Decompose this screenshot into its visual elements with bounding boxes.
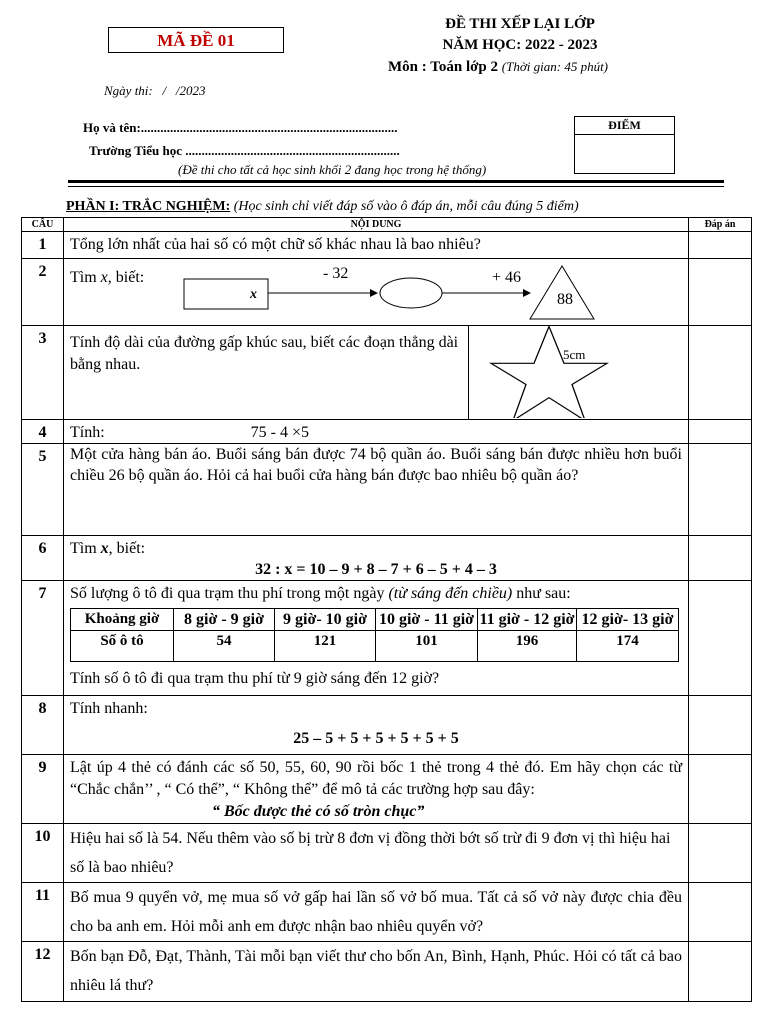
question-number: 2 [22,259,64,326]
q2-oval [380,278,442,308]
question-row-5 [22,444,752,536]
exam-date: Ngày thi: / /2023 [104,83,206,98]
question-row-8 [22,696,752,755]
q2-result: 88 [557,291,573,308]
question-row-7 [22,581,752,696]
part1-instruction: (Học sinh chỉ viết đáp số vào ô đáp án, mỗi câu đúng 5 điểm) [233,199,579,214]
question-number: 1 [22,232,64,259]
question-4-content [64,420,689,444]
subject-line [388,59,688,76]
q7-intro-italic: (từ sáng đến chiều) [388,585,513,602]
question-number: 5 [22,444,64,536]
question-7-content [64,581,689,696]
q6-label [70,538,682,559]
q8-label: Tính nhanh: [70,700,148,717]
time-slot: 10 giờ - 11 giờ [376,609,478,631]
q7-intro-end: như sau: [516,585,571,602]
exam-note: (Đề thi cho tất cả học sinh khối 2 đang học trong hệ thống) [178,162,487,177]
traffic-header-row [71,609,679,631]
question-number: 11 [22,883,64,942]
time-slot: 12 giờ- 13 giờ [577,609,679,631]
q2-prefix: Tìm [70,269,97,286]
q4-expression: 75 - 4 ×5 [250,424,310,441]
question-row-1 [22,232,752,259]
q2-arrowhead-1 [370,289,378,297]
question-row-4 [22,420,752,444]
question-11-text: Bố mua 9 quyển vở, mẹ mua số vở gấp hai lần số vở bố mua. Tất cả số vở này được chia đều cho ba anh em. Hỏi mỗi anh em được nhận bao nhiêu quyển vở? [64,883,689,942]
exam-title: ĐỀ THI XẾP LẠI LỚP [445,16,595,32]
part1-title: PHẦN I: TRẮC NGHIỆM: [66,199,231,214]
question-number: 6 [22,536,64,581]
q2-box-label: x [250,287,257,302]
q8-expression: 25 – 5 + 5 + 5 + 5 + 5 + 5 [293,730,459,747]
q2-flow-diagram [180,263,600,323]
q7-question: Tính số ô tô đi qua trạm thu phí từ 9 giờ sáng đến 12 giờ? [70,670,440,687]
q7-intro-text: Số lượng ô tô đi qua trạm thu phí trong một ngày [70,585,385,602]
q9-case: “ Bốc được thẻ có số tròn chục” [212,803,425,820]
subject: Môn : Toán lớp 2 [388,59,499,75]
q6-suffix: , biết: [108,540,146,557]
time-slot: 11 giờ - 12 giờ [478,609,577,631]
q2-op2: + 46 [492,269,522,286]
question-number: 4 [22,420,64,444]
question-row-3 [22,326,752,420]
answer-cell-12[interactable] [689,942,752,1002]
q2-variable: x [100,269,108,286]
traffic-values-row [71,631,679,662]
school-name-line[interactable]: Trường Tiểu học .................................................................. [89,143,400,158]
q2-arrowhead-2 [523,289,531,297]
question-row-6 [22,536,752,581]
car-count: 174 [577,631,679,662]
question-number: 3 [22,326,64,420]
answer-cell-11[interactable] [689,883,752,942]
question-1-text: Tổng lớn nhất của hai số có một chữ số khác nhau là bao nhiêu? [64,232,689,259]
time-slot: 8 giờ - 9 giờ [174,609,275,631]
question-number: 7 [22,581,64,696]
question-number: 8 [22,696,64,755]
school-year: NĂM HỌC: 2022 - 2023 [442,37,598,53]
q2-suffix: , biết: [107,269,145,286]
answer-cell-3[interactable] [689,326,752,420]
question-2-label [70,267,144,288]
q7-intro [70,583,682,604]
score-label: ĐIỂM [575,117,674,135]
q4-label: Tính: [70,424,105,441]
question-row-10 [22,824,752,883]
question-3-content [64,326,689,420]
question-row-11 [22,883,752,942]
car-count: 101 [376,631,478,662]
answer-cell-5[interactable] [689,444,752,536]
exam-code-box: MÃ ĐỀ 01 [108,27,284,53]
q9-text: Lật úp 4 thẻ có đánh các số 50, 55, 60, 90 rồi bốc 1 thẻ trong 4 thẻ đó. Em hãy chọn các từ “Chắc chắn’’ , “ Có thể”, “ Không thể” để mô tả các trường hợp sau đây: [70,759,682,798]
question-5-text: Một cửa hàng bán áo. Buổi sáng bán được 74 bộ quần áo. Buổi sáng bán được nhiều hơn buổi chiều 26 bộ quần áo. Hỏi cả hai buổi cửa hàng bán được bao nhiêu bộ quần áo? [64,444,689,536]
col-header-answer: Đáp án [689,218,752,232]
time-slot: 9 giờ- 10 giờ [275,609,376,631]
q6-variable: x [100,540,109,557]
q6-expression: 32 : x = 10 – 9 + 8 – 7 + 6 – 5 + 4 – 3 [255,561,497,578]
car-count: 121 [275,631,376,662]
header-rule-thin [68,186,724,187]
car-count: 196 [478,631,577,662]
question-3-text: Tính độ dài của đường gấp khúc sau, biết các đoạn thẳng dài bằng nhau. [64,326,469,419]
q6-prefix: Tìm [70,540,97,557]
question-6-content [64,536,689,581]
car-count: 54 [174,631,275,662]
question-number: 10 [22,824,64,883]
answer-cell-10[interactable] [689,824,752,883]
question-8-content [64,696,689,755]
answer-cell-6[interactable] [689,536,752,581]
header-rule-thick [68,180,724,183]
q2-op1: - 32 [323,265,349,282]
table-header-row [22,218,752,232]
student-name-line[interactable]: Họ và tên:............................................................................... [83,120,398,135]
question-number: 9 [22,755,64,824]
question-row-12 [22,942,752,1002]
car-count-header: Số ô tô [71,631,174,662]
star-shape [479,326,619,418]
question-2-content [64,259,689,326]
col-header-content: NỘI DUNG [64,218,689,232]
answer-cell-9[interactable] [689,755,752,824]
part1-heading [66,199,579,215]
question-12-text: Bốn bạn Đỗ, Đạt, Thành, Tài mỗi bạn viết thư cho bốn An, Bình, Hạnh, Phúc. Hỏi có tất cả bao nhiêu lá thư? [64,942,689,1002]
star-side-length: 5cm [563,347,586,362]
time-slot-header: Khoảng giờ [71,609,174,631]
question-3-figure [469,326,688,419]
answer-cell-7[interactable] [689,581,752,696]
traffic-table [70,608,679,662]
question-row-2 [22,259,752,326]
score-box [574,116,675,174]
answer-cell-8[interactable] [689,696,752,755]
answer-cell-4[interactable] [689,420,752,444]
col-header-number: CÂU [22,218,64,232]
time-limit: (Thời gian: 45 phút) [501,59,609,74]
question-number: 12 [22,942,64,1002]
question-table [21,217,752,1002]
question-9-content [64,755,689,824]
question-row-9 [22,755,752,824]
answer-cell-1[interactable] [689,232,752,259]
answer-cell-2[interactable] [689,259,752,326]
question-10-text: Hiệu hai số là 54. Nếu thêm vào số bị trừ 8 đơn vị đồng thời bớt số trừ đi 9 đơn vị thì hiệu hai số là bao nhiêu? [64,824,689,883]
